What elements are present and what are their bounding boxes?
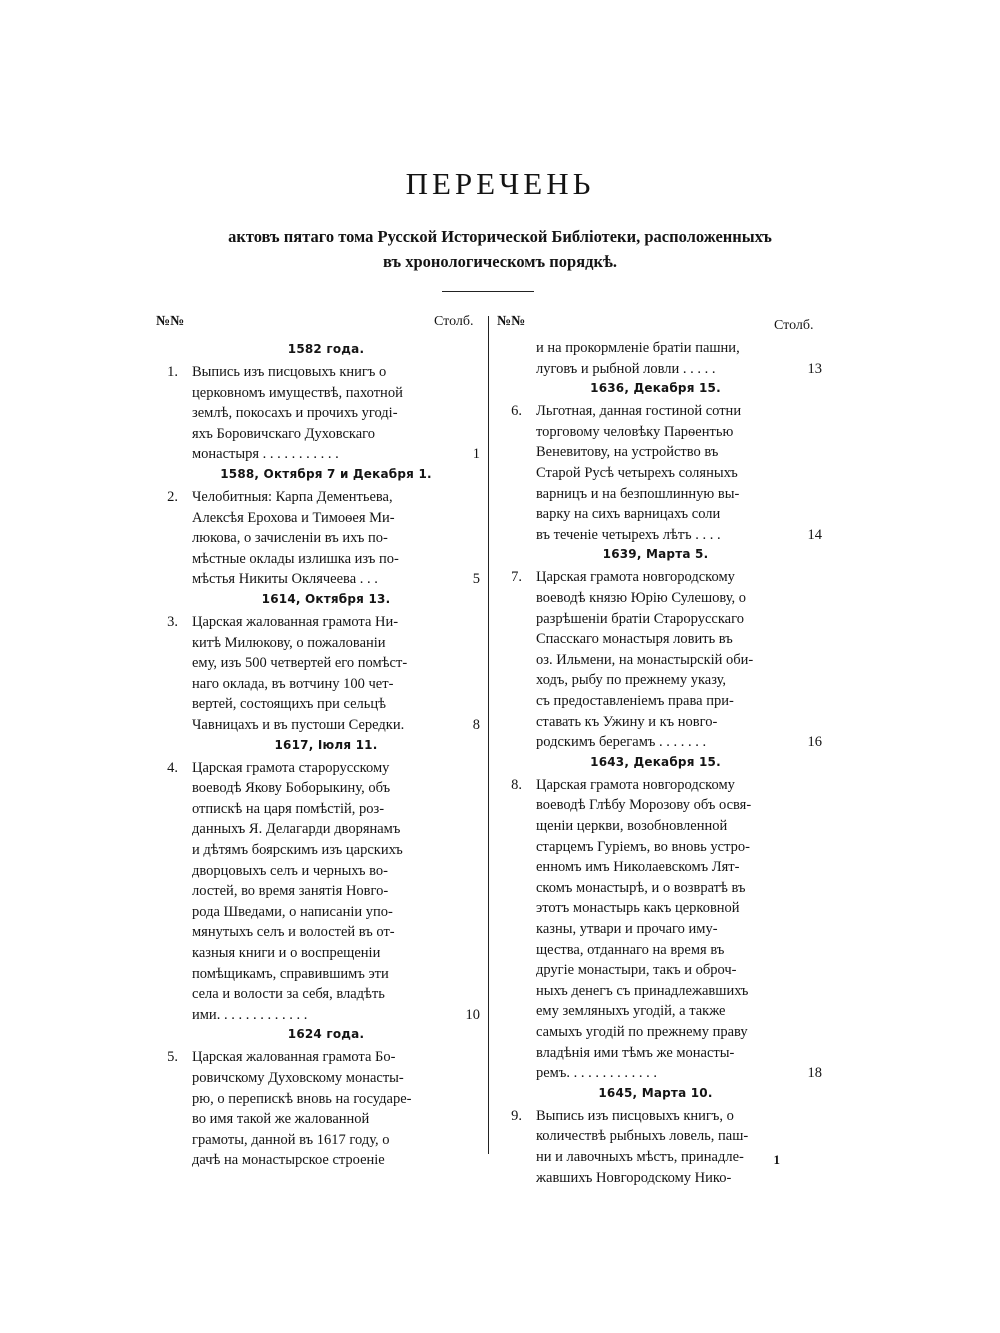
entry-number: 5.: [167, 1049, 178, 1066]
right-col-header: Столб.: [774, 318, 814, 333]
page-number: 1: [773, 1152, 780, 1167]
entry-text-line: щенiи церкви, возобновленной: [536, 818, 728, 834]
entry-text-line: и на прокормленiе братiи пашни,: [536, 340, 740, 356]
entry-text-line: владѣнiя ими тѣмъ же монасты-: [536, 1044, 735, 1061]
entry-text-line: варку на сихъ варницахъ соли: [536, 506, 721, 523]
entry-text-line: данныхъ Я. Делагарди дворянамъ: [192, 821, 401, 838]
entry-number: 2.: [167, 489, 178, 505]
entry-text-line: наго оклада, въ вотчину 100 чет-: [192, 675, 394, 692]
left-no-header: №№: [156, 314, 185, 329]
entry-text-line: китѣ Милюкову, о пожалованiи: [192, 634, 386, 651]
entry-text-line: въ теченiе четырехъ лѣтъ . . . .: [536, 526, 721, 543]
entry-text-line: рода Шведами, о написанiи упо-: [192, 903, 393, 920]
entry-text-line: другiе монастыри, такъ и оброч-: [536, 962, 737, 979]
year-heading: 1614, Октября 13.: [261, 592, 391, 606]
entry-text-line: ставать къ Ужину и къ новго-: [536, 713, 718, 730]
year-heading: 1639, Марта 5.: [602, 547, 709, 562]
entry-text-line: отпискѣ на царя помѣстiй, роз-: [192, 800, 385, 817]
column-reference: 18: [807, 1065, 822, 1082]
document-title: ПЕРЕЧЕНЬ: [405, 166, 595, 201]
subtitle-line: актовъ пятаго тома Русской Исторической Библіотеки, расположенныхъ: [228, 227, 772, 246]
entry-text-line: яхъ Боровичскаго Духовскаго: [192, 425, 376, 442]
column-reference: 1: [472, 446, 480, 463]
year-heading: 1617, Iюля 11.: [274, 737, 378, 752]
column-reference: 8: [472, 717, 480, 733]
entry-text-line: во имя такой же жалованной: [192, 1111, 370, 1128]
column-reference: 16: [807, 734, 822, 751]
entry-text-line: мянутыхъ селъ и волостей въ от-: [192, 924, 395, 941]
entry-text-line: этотъ монастырь какъ церковной: [536, 900, 740, 917]
entry-number: 9.: [511, 1107, 522, 1124]
entry-text-line: казныя книги и о воспрещенiи: [192, 945, 381, 961]
left-col-header: Столб.: [434, 314, 474, 329]
entry-text-line: Чавницахъ и въ пустоши Середки.: [192, 717, 405, 733]
entry-number: 7.: [511, 569, 522, 586]
entry-number: 1.: [167, 364, 178, 380]
entry-text-line: церковномъ имуществѣ, пахотной: [192, 384, 403, 401]
entry-text-line: ему, изъ 500 четвертей его помѣст-: [192, 655, 408, 672]
entry-text-line: воеводѣ князю Юрiю Сулешову, о: [536, 590, 747, 606]
entry-text-line: монастыря . . . . . . . . . . .: [192, 446, 339, 463]
entry-text-line: жавшихъ Новгородскому Нико-: [536, 1169, 732, 1186]
entry-text-line: ровичскому Духовскому монасты-: [192, 1070, 404, 1086]
entry-number: 4.: [167, 759, 178, 776]
document-subtitle: [150, 224, 850, 274]
entry-text-line: казны, утвари и прочаго иму-: [536, 921, 718, 937]
entry-text-line: села и волости за себя, владѣть: [192, 986, 385, 1003]
entry-text-line: Алексѣя Ерохова и Тимоѳея Ми-: [192, 509, 395, 526]
entry-text-line: дворцовыхъ селъ и черныхъ во-: [192, 862, 388, 879]
entry-text-line: ремъ. . . . . . . . . . . . .: [536, 1065, 657, 1082]
entry-text-line: Царская жалованная грамота Бо-: [192, 1049, 396, 1066]
subtitle-line: въ хронологическомъ порядкѣ.: [382, 252, 618, 271]
entry-text-line: лостей, во время занятiя Новго-: [192, 883, 389, 900]
entry-number: 8.: [511, 776, 522, 793]
entry-text-line: родскимъ берегамъ . . . . . . .: [536, 734, 707, 751]
entry-text-line: скомъ монастырѣ, и о возвратѣ въ: [536, 879, 746, 896]
entry-text-line: Царская грамота старорусскому: [192, 759, 390, 776]
entry-text-line: землѣ, покосахъ и прочихъ угодi-: [192, 405, 398, 422]
entry-text-line: и дѣтямъ боярскимъ изъ царскихъ: [192, 842, 403, 858]
entry-text-line: оз. Ильмени, на монастырскiй оби-: [536, 651, 754, 668]
year-heading: 1588, Октября 7 и Декабря 1.: [220, 467, 432, 481]
entry-text-line: воеводѣ Глѣбу Морозову объ освя-: [536, 797, 752, 814]
entry-text-line: Царская грамота новгородскому: [536, 569, 735, 586]
entry-text-line: самыхъ угодiй по прежнему праву: [536, 1024, 748, 1040]
entry-text-line: старцемъ Гурiемъ, во вновь устро-: [536, 838, 750, 855]
entry-text-line: дачѣ на монастырское строенiе: [192, 1152, 385, 1169]
column-divider: [488, 316, 489, 1154]
year-heading: 1582 года.: [287, 342, 365, 356]
entry-text-line: варницъ и на безпошлинную вы-: [536, 485, 740, 502]
entry-text-line: воеводѣ Якову Боборыкину, объ: [192, 780, 391, 797]
entry-text-line: торговому человѣку Парѳентью: [536, 423, 734, 440]
entry-text-line: вертей, состоящихъ при сельцѣ: [192, 696, 386, 713]
right-no-header: №№: [497, 314, 526, 329]
entry-text-line: ныхъ денегъ съ принадлежавшихъ: [536, 982, 749, 999]
entry-text-line: Старой Русѣ четырехъ соляныхъ: [536, 465, 738, 481]
entry-text-line: Царская грамота новгородскому: [536, 776, 735, 793]
entry-text-line: съ предоставленiемъ права при-: [536, 693, 734, 709]
entry-text-line: мѣстные оклады излишка изъ по-: [192, 550, 399, 567]
year-heading: 1645, Марта 10.: [598, 1085, 713, 1100]
entry-number: 6.: [511, 403, 522, 420]
column-reference: 13: [807, 360, 822, 377]
entry-text-line: щества, отданнаго на время въ: [536, 941, 725, 958]
entry-text-line: люкова, о зачисленiи въ ихъ по-: [192, 530, 388, 547]
entry-text-line: ими. . . . . . . . . . . . .: [192, 1006, 308, 1023]
entry-number: 3.: [167, 614, 178, 630]
entry-text-line: рю, о перепискѣ вновь на государе-: [192, 1090, 412, 1107]
year-heading: 1636, Декабря 15.: [590, 381, 721, 396]
entry-text-line: ни и лавочныхъ мѣстъ, принадле-: [536, 1149, 744, 1165]
entry-text-line: Веневитову, на устройство въ: [536, 444, 719, 461]
entry-text-line: помѣщикамъ, справившимъ эти: [192, 965, 389, 982]
entry-text-line: енномъ имъ Николаевскомъ Лят-: [536, 859, 740, 876]
entry-text-line: Спасскаго монастыря ловить въ: [536, 631, 733, 648]
entry-text-line: Выпись изъ писцовыхъ книгъ о: [192, 364, 387, 380]
entry-text-line: луговъ и рыбной ловли . . . . .: [536, 360, 716, 377]
entry-text-line: ходъ, рыбу по прежнему указу,: [536, 672, 727, 689]
entry-text-line: мѣстья Никиты Оклячеева . . .: [192, 571, 378, 588]
column-reference: 14: [807, 526, 822, 543]
entry-text-line: Льготная, данная гостиной сотни: [536, 403, 742, 420]
column-reference: 5: [472, 571, 480, 588]
entry-text-line: количествѣ рыбныхъ ловель, паш-: [536, 1128, 749, 1145]
entry-text-line: Выпись изъ писцовыхъ книгъ, о: [536, 1107, 734, 1124]
year-heading: 1624 года.: [287, 1027, 365, 1042]
year-heading: 1643, Декабря 15.: [590, 754, 721, 769]
column-reference: 10: [465, 1006, 480, 1023]
entry-text-line: Царская жалованная грамота Ни-: [192, 614, 399, 630]
entry-text-line: грамоты, данной въ 1617 году, о: [192, 1131, 390, 1148]
title-rule: [442, 291, 534, 292]
entry-text-line: ему земляныхъ угодiй, а также: [536, 1003, 726, 1020]
entry-text-line: разрѣшенiи братiи Старорусскаго: [536, 610, 744, 627]
entry-text-line: Челобитныя: Карпа Дементьева,: [192, 489, 393, 505]
